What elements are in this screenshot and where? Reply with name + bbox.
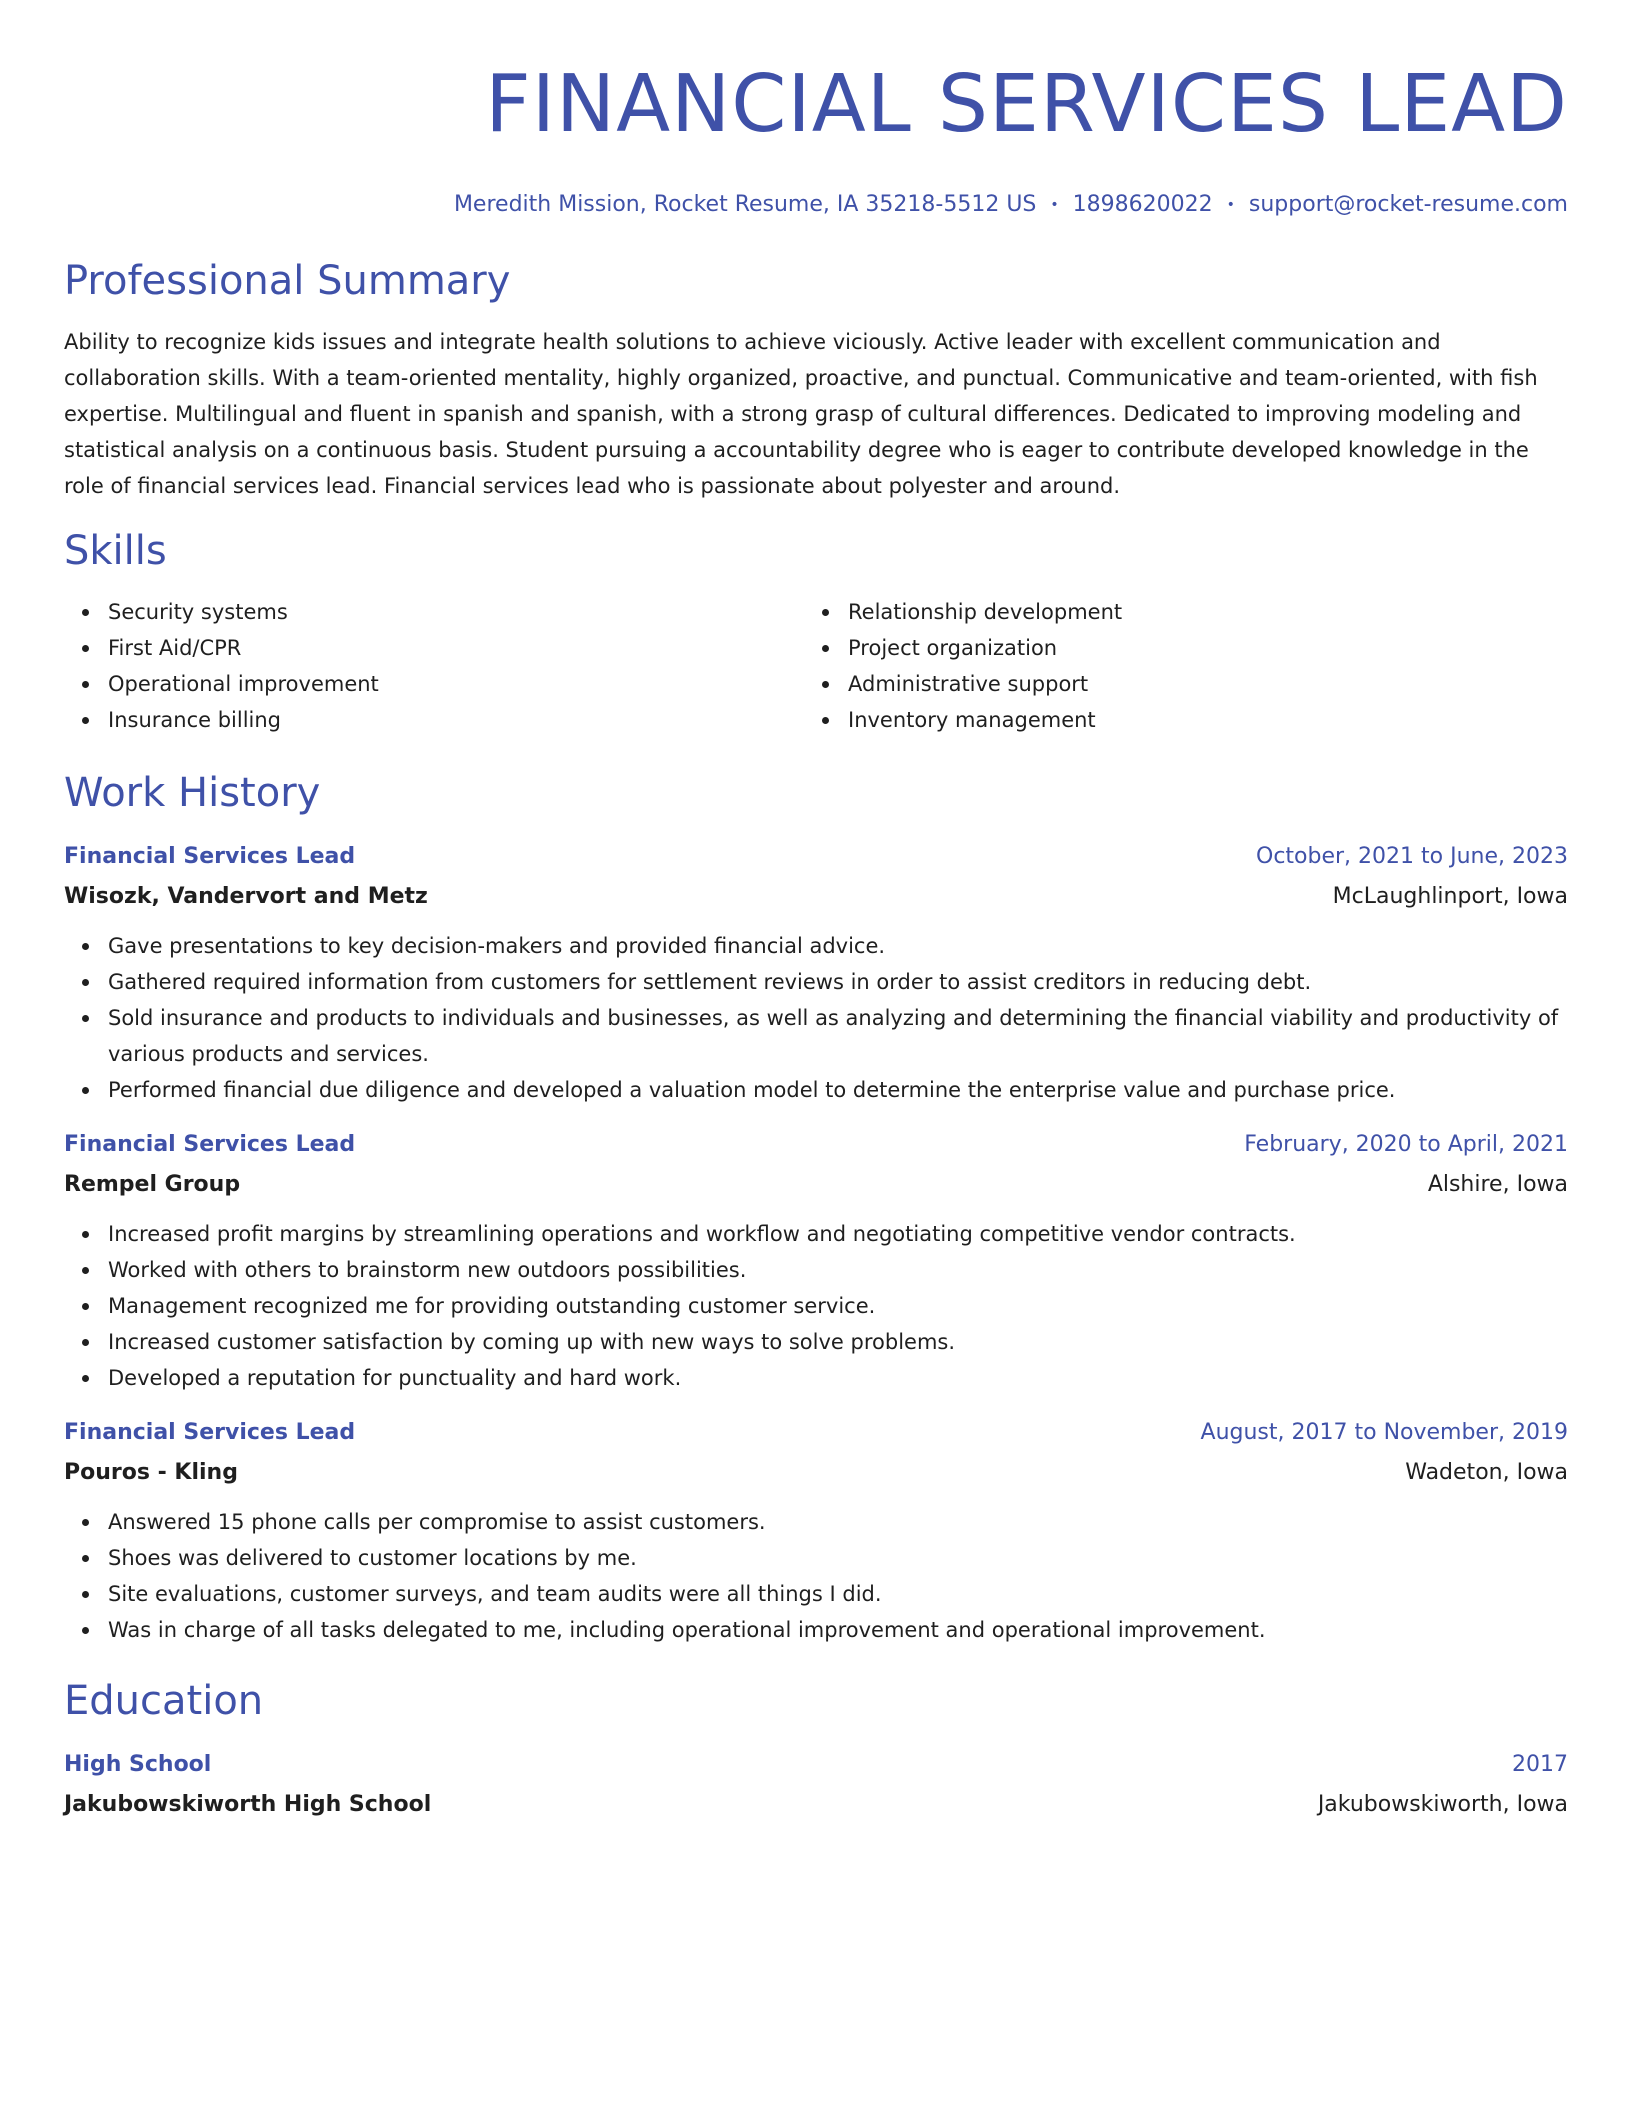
job-entry bbox=[64, 1128, 1568, 1396]
skills-section bbox=[64, 526, 1568, 738]
job-location: McLaughlinport, Iowa bbox=[1332, 884, 1568, 909]
job-employer: Wisozk, Vandervort and Metz bbox=[64, 884, 428, 909]
education-school: Jakubowskiworth High School bbox=[64, 1792, 432, 1817]
contact-separator: • bbox=[1050, 197, 1059, 213]
education-location: Jakubowskiworth, Iowa bbox=[1317, 1792, 1568, 1817]
job-title-row bbox=[64, 1128, 1568, 1162]
job-duty: Developed a reputation for punctuality and hard work. bbox=[108, 1360, 1568, 1396]
section-heading-work-history: Work History bbox=[64, 770, 321, 816]
skills-grid bbox=[64, 594, 1568, 738]
job-title: Financial Services Lead bbox=[64, 844, 356, 869]
education-degree-row bbox=[64, 1748, 1568, 1782]
job-duties-list bbox=[64, 1216, 1568, 1396]
summary-text: Ability to recognize kids issues and integrate health solutions to achieve viciously. Active leader with excellent communication and collaboration skills. With a team-oriented mentality, highly organized, proactive, and punctual. Communicative and team-oriented, with fish expertise. Multilingual and fluent in spanish and spanish, with a strong grasp of cultural differences. Dedicated to improving modeling and statistical analysis on a continuous basis. Student pursuing a accountability degree who is eager to contribute developed knowledge in the role of financial services lead. Financial services lead who is passionate about polyester and around. bbox=[64, 330, 1538, 498]
section-heading-skills: Skills bbox=[64, 528, 167, 574]
job-location: Wadeton, Iowa bbox=[1405, 1460, 1568, 1485]
job-entry bbox=[64, 840, 1568, 1108]
education-year: 2017 bbox=[1512, 1752, 1568, 1777]
job-duty: Was in charge of all tasks delegated to me, including operational improvement and operational improvement. bbox=[108, 1612, 1568, 1648]
section-heading-summary: Professional Summary bbox=[64, 258, 511, 304]
section-heading-education: Education bbox=[64, 1678, 264, 1724]
job-employer: Rempel Group bbox=[64, 1172, 241, 1197]
job-duty: Answered 15 phone calls per compromise to assist customers. bbox=[108, 1504, 1568, 1540]
job-title: Financial Services Lead bbox=[64, 1132, 356, 1157]
job-duty: Shoes was delivered to customer locations by me. bbox=[108, 1540, 1568, 1576]
skill-item: First Aid/CPR bbox=[108, 630, 804, 666]
job-title: Financial Services Lead bbox=[64, 1420, 356, 1445]
job-duty: Performed financial due diligence and developed a valuation model to determine the enterprise value and purchase price. bbox=[108, 1072, 1568, 1108]
job-duty: Sold insurance and products to individuals and businesses, as well as analyzing and determining the financial viability and productivity of various products and services. bbox=[108, 1000, 1568, 1072]
skills-list-left bbox=[64, 594, 804, 738]
job-duty: Increased profit margins by streamlining operations and workflow and negotiating competitive vendor contracts. bbox=[108, 1216, 1568, 1252]
work-history-section bbox=[64, 768, 1568, 1648]
job-employer-row bbox=[64, 1162, 1568, 1202]
resume-title: FINANCIAL SERVICES LEAD bbox=[485, 58, 1568, 150]
contact-phone: 1898620022 bbox=[1072, 192, 1213, 217]
skill-item: Administrative support bbox=[848, 666, 1568, 702]
job-employer-row bbox=[64, 1450, 1568, 1490]
job-title-row bbox=[64, 1416, 1568, 1450]
contact-address: Meredith Mission, Rocket Resume, IA 35218-5512 US bbox=[453, 192, 1037, 217]
skill-item: Security systems bbox=[108, 594, 804, 630]
job-duty: Site evaluations, customer surveys, and team audits were all things I did. bbox=[108, 1576, 1568, 1612]
education-entry bbox=[64, 1748, 1568, 1822]
skill-item: Relationship development bbox=[848, 594, 1568, 630]
job-location: Alshire, Iowa bbox=[1427, 1172, 1568, 1197]
job-dates: February, 2020 to April, 2021 bbox=[1244, 1132, 1568, 1157]
skills-list-right bbox=[804, 594, 1568, 738]
job-dates: October, 2021 to June, 2023 bbox=[1256, 844, 1568, 869]
contact-line bbox=[64, 190, 1568, 220]
resume-header bbox=[64, 56, 1568, 220]
contact-email[interactable]: support@rocket-resume.com bbox=[1248, 192, 1568, 217]
job-dates: August, 2017 to November, 2019 bbox=[1200, 1420, 1568, 1445]
contact-separator: • bbox=[1226, 197, 1235, 213]
job-duty: Management recognized me for providing outstanding customer service. bbox=[108, 1288, 1568, 1324]
education-school-row bbox=[64, 1782, 1568, 1822]
skill-item: Operational improvement bbox=[108, 666, 804, 702]
job-employer-row bbox=[64, 874, 1568, 914]
job-duties-list bbox=[64, 1504, 1568, 1648]
skill-item: Inventory management bbox=[848, 702, 1568, 738]
job-duty: Gathered required information from customers for settlement reviews in order to assist creditors in reducing debt. bbox=[108, 964, 1568, 1000]
education-section bbox=[64, 1676, 1568, 1822]
job-duty: Worked with others to brainstorm new outdoors possibilities. bbox=[108, 1252, 1568, 1288]
education-degree: High School bbox=[64, 1752, 212, 1777]
job-employer: Pouros - Kling bbox=[64, 1460, 238, 1485]
skill-item: Insurance billing bbox=[108, 702, 804, 738]
skill-item: Project organization bbox=[848, 630, 1568, 666]
professional-summary-section bbox=[64, 256, 1568, 504]
job-duty: Increased customer satisfaction by coming up with new ways to solve problems. bbox=[108, 1324, 1568, 1360]
job-duties-list bbox=[64, 928, 1568, 1108]
job-duty: Gave presentations to key decision-makers and provided financial advice. bbox=[108, 928, 1568, 964]
job-entry bbox=[64, 1416, 1568, 1648]
job-title-row bbox=[64, 840, 1568, 874]
